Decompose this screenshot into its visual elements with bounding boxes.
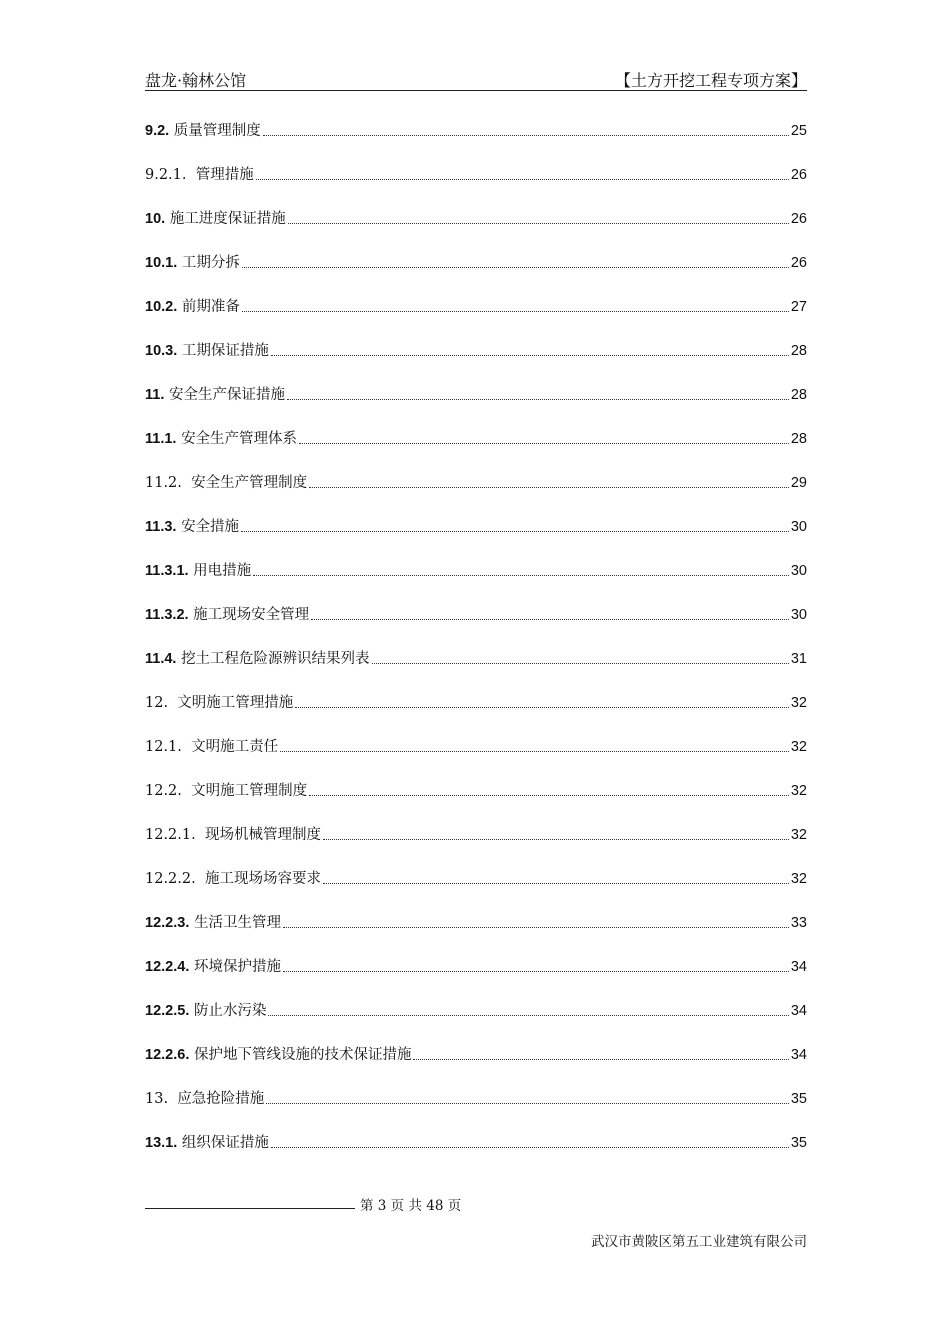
toc-dot-leader (268, 1001, 788, 1016)
toc-entry-title (145, 253, 240, 273)
toc-entry-page: 27 (790, 299, 807, 315)
toc-entry[interactable] (145, 649, 807, 693)
toc-entry-label: 文明施工管理制度 (191, 783, 308, 799)
toc-dot-leader (299, 429, 789, 444)
toc-entry-label: 工期保证措施 (181, 343, 269, 359)
toc-entry-label: 组织保证措施 (181, 1135, 269, 1151)
toc-dot-leader (413, 1045, 788, 1060)
toc-entry-label: 质量管理制度 (173, 123, 261, 139)
toc-dot-leader (295, 693, 789, 708)
page-header (145, 66, 807, 91)
toc-dot-leader (287, 385, 789, 400)
toc-entry-label: 现场机械管理制度 (204, 827, 321, 843)
toc-entry-title (145, 429, 297, 449)
toc-entry-page: 32 (790, 783, 807, 799)
header-document-title: 【土方开挖工程专项方案】 (614, 71, 807, 90)
toc-entry[interactable] (145, 165, 807, 209)
toc-entry-label: 安全生产管理体系 (181, 431, 298, 447)
toc-entry[interactable] (145, 913, 807, 957)
toc-entry[interactable] (145, 1133, 807, 1177)
toc-entry-title (145, 121, 261, 141)
toc-entry-number: 9.2. (145, 123, 170, 139)
toc-entry-page: 32 (790, 871, 807, 887)
toc-entry[interactable] (145, 869, 807, 913)
toc-entry-title (145, 561, 251, 581)
toc-entry-label: 生活卫生管理 (193, 915, 281, 931)
toc-entry[interactable] (145, 209, 807, 253)
toc-entry-page: 34 (790, 959, 807, 975)
toc-entry[interactable] (145, 341, 807, 385)
toc-entry-number: 10.3. (145, 343, 178, 359)
toc-entry-page: 28 (790, 343, 807, 359)
toc-entry-label: 挖土工程危险源辨识结果列表 (181, 651, 370, 667)
toc-entry-number: 11.3.2. (145, 607, 189, 623)
toc-entry-page: 32 (790, 739, 807, 755)
toc-dot-leader (266, 1089, 789, 1104)
toc-dot-leader (288, 209, 789, 224)
toc-entry-title (145, 385, 285, 405)
toc-entry-title (145, 649, 370, 669)
toc-entry-number: 12.2.1. (145, 827, 196, 843)
toc-entry-title (145, 341, 269, 361)
toc-entry[interactable] (145, 1089, 807, 1133)
header-project-name: 盘龙·翰林公馆 (145, 71, 247, 90)
toc-entry[interactable] (145, 781, 807, 825)
toc-entry-page: 30 (790, 519, 807, 535)
toc-entry[interactable] (145, 121, 807, 165)
toc-entry-title (145, 869, 321, 889)
toc-dot-leader (280, 737, 789, 752)
toc-entry-page: 32 (790, 827, 807, 843)
toc-entry-page: 25 (790, 123, 807, 139)
toc-entry-title (145, 781, 307, 801)
toc-entry-label: 施工进度保证措施 (169, 211, 286, 227)
toc-dot-leader (256, 165, 789, 180)
toc-entry-number: 12.2.2. (145, 871, 196, 887)
toc-dot-leader (241, 517, 789, 532)
toc-dot-leader (271, 341, 789, 356)
toc-entry-number: 13.1. (145, 1135, 178, 1151)
toc-dot-leader (283, 957, 789, 972)
toc-entry-number: 13. (145, 1091, 169, 1107)
toc-dot-leader (242, 253, 789, 268)
toc-entry-label: 前期准备 (181, 299, 240, 315)
toc-entry-title (145, 473, 307, 493)
toc-entry-label: 施工现场场容要求 (204, 871, 321, 887)
toc-entry-label: 环境保护措施 (193, 959, 281, 975)
toc-entry-title (145, 913, 281, 933)
toc-entry-label: 管理措施 (195, 167, 254, 183)
toc-entry-label: 保护地下管线设施的技术保证措施 (193, 1047, 412, 1063)
toc-dot-leader (253, 561, 789, 576)
toc-entry-title (145, 165, 254, 185)
toc-entry-page: 30 (790, 607, 807, 623)
footer-page-number: 第 3 页 共 48 页 (360, 1198, 462, 1214)
toc-entry-page: 35 (790, 1091, 807, 1107)
toc-entry-page: 34 (790, 1047, 807, 1063)
toc-entry-label: 工期分拆 (181, 255, 240, 271)
toc-entry-title (145, 957, 281, 977)
toc-dot-leader (271, 1133, 789, 1148)
toc-entry[interactable] (145, 1001, 807, 1045)
toc-entry-title (145, 517, 239, 537)
toc-entry-number: 12.2.4. (145, 959, 190, 975)
footer-company-name: 武汉市黄陂区第五工业建筑有限公司 (591, 1234, 807, 1250)
toc-entry-number: 10.1. (145, 255, 178, 271)
toc-entry[interactable] (145, 1045, 807, 1089)
toc-entry-number: 11.4. (145, 651, 177, 667)
toc-entry-page: 33 (790, 915, 807, 931)
toc-entry-page: 32 (790, 695, 807, 711)
toc-entry-label: 安全生产保证措施 (168, 387, 285, 403)
toc-entry[interactable] (145, 253, 807, 297)
toc-entry-number: 12. (145, 695, 169, 711)
toc-entry-number: 11.3. (145, 519, 177, 535)
toc-dot-leader (311, 605, 789, 620)
toc-entry-page: 29 (790, 475, 807, 491)
toc-entry-title (145, 1133, 269, 1153)
toc-entry[interactable] (145, 561, 807, 605)
toc-entry-title (145, 737, 278, 757)
toc-dot-leader (372, 649, 789, 664)
toc-entry-number: 11.2. (145, 475, 182, 491)
toc-entry-page: 31 (790, 651, 807, 667)
toc-entry-page: 30 (790, 563, 807, 579)
toc-entry-number: 12.2.6. (145, 1047, 190, 1063)
toc-entry[interactable] (145, 605, 807, 649)
toc-dot-leader (309, 781, 789, 796)
toc-entry-title (145, 825, 321, 845)
toc-entry-number: 10.2. (145, 299, 178, 315)
toc-entry-number: 11.1. (145, 431, 177, 447)
toc-entry-title (145, 1089, 264, 1109)
toc-entry-number: 10. (145, 211, 166, 227)
toc-entry[interactable] (145, 825, 807, 869)
toc-entry[interactable] (145, 473, 807, 517)
toc-entry[interactable] (145, 429, 807, 473)
toc-entry-page: 34 (790, 1003, 807, 1019)
toc-entry[interactable] (145, 385, 807, 429)
toc-entry-page: 26 (790, 255, 807, 271)
toc-entry-label: 文明施工管理措施 (177, 695, 294, 711)
toc-entry-title (145, 1001, 266, 1021)
toc-entry-page: 26 (790, 211, 807, 227)
toc-entry-number: 12.2.3. (145, 915, 190, 931)
toc-entry-number: 12.2. (145, 783, 182, 799)
toc-entry-label: 安全措施 (181, 519, 240, 535)
toc-entry-page: 26 (790, 167, 807, 183)
toc-dot-leader (242, 297, 789, 312)
toc-entry[interactable] (145, 517, 807, 561)
toc-entry-page: 28 (790, 387, 807, 403)
toc-entry-number: 11.3.1. (145, 563, 189, 579)
toc-entry-title (145, 1045, 411, 1065)
toc-dot-leader (263, 121, 789, 136)
toc-entry-title (145, 209, 286, 229)
toc-entry-number: 12.1. (145, 739, 182, 755)
toc-entry-number: 11. (145, 387, 165, 403)
toc-dot-leader (309, 473, 789, 488)
toc-entry-title (145, 297, 240, 317)
toc-dot-leader (323, 825, 789, 840)
table-of-contents (145, 121, 807, 1177)
toc-entry[interactable] (145, 297, 807, 341)
toc-entry-label: 应急抢险措施 (177, 1091, 265, 1107)
toc-entry-title (145, 693, 293, 713)
toc-entry[interactable] (145, 737, 807, 781)
toc-entry-label: 施工现场安全管理 (193, 607, 310, 623)
toc-entry-label: 文明施工责任 (191, 739, 279, 755)
toc-entry-label: 安全生产管理制度 (191, 475, 308, 491)
toc-dot-leader (283, 913, 789, 928)
toc-entry-title (145, 605, 309, 625)
toc-entry-number: 9.2.1. (145, 167, 187, 183)
toc-entry-page: 35 (790, 1135, 807, 1151)
toc-entry[interactable] (145, 693, 807, 737)
toc-entry-number: 12.2.5. (145, 1003, 190, 1019)
toc-entry-label: 防止水污染 (193, 1003, 267, 1019)
toc-entry[interactable] (145, 957, 807, 1001)
footer-rule (145, 1208, 355, 1209)
toc-entry-page: 28 (790, 431, 807, 447)
toc-dot-leader (323, 869, 789, 884)
toc-entry-label: 用电措施 (193, 563, 252, 579)
